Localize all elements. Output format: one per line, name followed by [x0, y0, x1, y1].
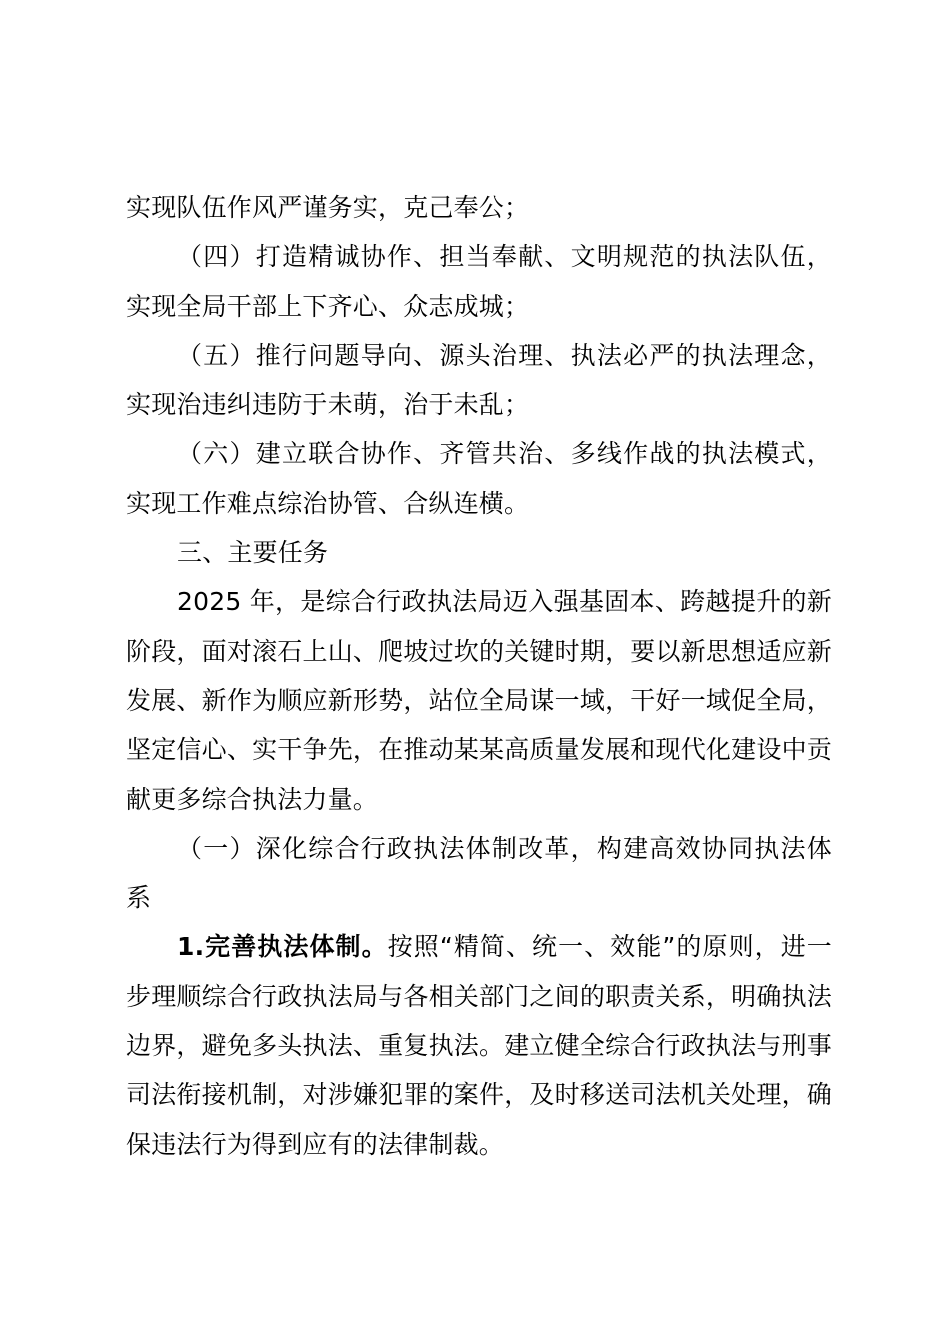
- paragraph-bold-lead: 1.完善执法体制。: [177, 932, 388, 962]
- document-body: [126, 183, 832, 1169]
- paragraph-task-one-text: 按照“精简、统一、效能”的原则，进一步理顺综合行政执法局与各相关部门之间的职责关系，明确执法边界，避免多头执法、重复执法。建立健全综合行政执法与刑事司法衔接机制，对涉嫌犯罪的案件，及时移送司法机关处理，确保违法行为得到应有的法律制裁。: [126, 932, 832, 1159]
- paragraph-overview: 2025 年，是综合行政执法局迈入强基固本、跨越提升的新阶段，面对滚石上山、爬坡过坎的关键时期，要以新思想适应新发展、新作为顺应新形势，站位全局谋一域，干好一域促全局，坚定信心、实干争先，在推动某某高质量发展和现代化建设中贡献更多综合执法力量。: [126, 587, 832, 814]
- subsection-heading: （一）深化综合行政执法体制改革，构建高效协同执法体系: [126, 833, 832, 913]
- paragraph-task-one: [126, 922, 832, 1168]
- paragraph-continuation: 实现队伍作风严谨务实，克己奉公；: [126, 193, 530, 222]
- paragraph-item-six: （六）建立联合协作、齐管共治、多线作战的执法模式，实现工作难点综治协管、合纵连横。: [126, 439, 832, 518]
- section-heading: 三、主要任务: [177, 538, 329, 568]
- paragraph-item-five: （五）推行问题导向、源头治理、执法必严的执法理念，实现治违纠违防于未萌，治于未乱；: [126, 340, 832, 420]
- paragraph-item-four: （四）打造精诚协作、担当奉献、文明规范的执法队伍，实现全局干部上下齐心、众志成城；: [126, 242, 832, 321]
